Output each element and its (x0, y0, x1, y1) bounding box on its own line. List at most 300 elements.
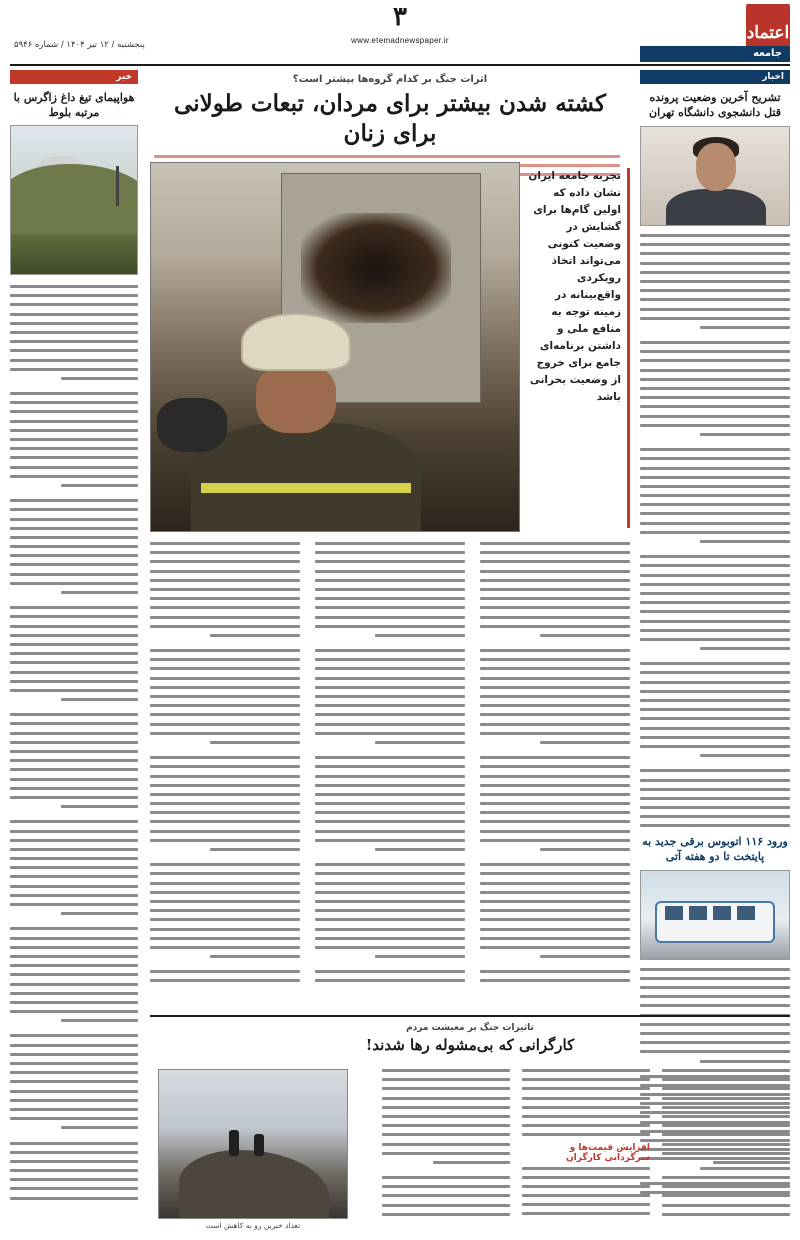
text-line (10, 625, 138, 628)
text-line (640, 779, 790, 782)
text-line (210, 848, 300, 851)
text-line (480, 542, 630, 545)
text-line (10, 992, 138, 995)
text-line (10, 1062, 138, 1065)
right-news-body (640, 234, 790, 827)
text-line (10, 392, 138, 395)
text-line (315, 979, 465, 982)
text-line (315, 820, 465, 823)
text-line (640, 262, 790, 265)
text-line (662, 1069, 790, 1072)
text-line (640, 555, 790, 558)
text-line (662, 1097, 790, 1100)
text-line (10, 438, 138, 441)
text-line (662, 1185, 790, 1188)
text-line (10, 1117, 138, 1120)
text-line (315, 802, 465, 805)
text-line (10, 1001, 138, 1004)
text-line (640, 620, 790, 623)
text-line (480, 579, 630, 582)
bottom-body-text (382, 1069, 510, 1216)
firefighter-coat (191, 423, 421, 532)
text-line (150, 686, 300, 689)
text-line (662, 1106, 790, 1109)
text-line (315, 882, 465, 885)
text-line (10, 643, 138, 646)
bus-window (713, 906, 731, 920)
column-tab-akhbar: اخبار (640, 70, 790, 84)
text-line (700, 433, 790, 436)
text-line (382, 1213, 510, 1216)
person-silhouette (254, 1134, 264, 1156)
text-line (480, 784, 630, 787)
text-line (10, 331, 138, 334)
text-line (210, 741, 300, 744)
right-news-headline: تشریح آخرین وضعیت پرونده قتل دانشجوی دانشگاه تهران (649, 91, 781, 119)
text-line (700, 326, 790, 329)
text-line (10, 1090, 138, 1093)
text-line (61, 1126, 138, 1129)
text-line (700, 754, 790, 757)
text-line (150, 713, 300, 716)
text-line (480, 839, 630, 842)
text-line (480, 560, 630, 563)
text-line (150, 830, 300, 833)
text-line (61, 591, 138, 594)
text-line (640, 280, 790, 283)
text-line (10, 545, 138, 548)
text-line (640, 638, 790, 641)
text-line (10, 1151, 138, 1154)
text-line (640, 317, 790, 320)
bus-window (665, 906, 683, 920)
text-line (480, 588, 630, 591)
text-line (480, 732, 630, 735)
text-line (10, 689, 138, 692)
issue-date-line: پنجشنبه / ۱۲ تیر ۱۴۰۴ / شماره ۵۹۴۶ (14, 40, 145, 50)
text-line (522, 1194, 650, 1197)
workers-photo (158, 1069, 348, 1219)
text-line (522, 1087, 650, 1090)
text-line (315, 830, 465, 833)
text-line (315, 713, 465, 716)
text-line (210, 634, 300, 637)
text-line (662, 1213, 790, 1216)
text-line (150, 649, 300, 652)
text-line (640, 531, 790, 534)
text-line (10, 759, 138, 762)
text-line (150, 551, 300, 554)
text-line (640, 610, 790, 613)
text-line (640, 378, 790, 381)
text-line (640, 995, 790, 998)
text-line (480, 863, 630, 866)
text-line (522, 1212, 650, 1215)
text-line (10, 946, 138, 949)
text-line (480, 570, 630, 573)
text-line (640, 769, 790, 772)
text-line (10, 857, 138, 860)
text-line (10, 1187, 138, 1190)
firefighter-face (256, 363, 336, 433)
text-line (315, 937, 465, 940)
text-line (640, 252, 790, 255)
main-headline: کشته شدن بیشتر برای مردان، تبعات طولانی برای زنان (174, 90, 606, 147)
text-line (10, 447, 138, 450)
text-line (522, 1124, 650, 1127)
text-line (315, 872, 465, 875)
text-line (10, 741, 138, 744)
text-line (150, 928, 300, 931)
text-line (315, 658, 465, 661)
text-line (150, 900, 300, 903)
text-line (10, 1034, 138, 1037)
text-line (315, 891, 465, 894)
main-body-col-3 (150, 542, 300, 989)
text-line (522, 1078, 650, 1081)
masthead (0, 0, 800, 68)
text-line (315, 606, 465, 609)
text-line (10, 349, 138, 352)
text-line (150, 784, 300, 787)
text-line (640, 788, 790, 791)
page-number: ۳ (393, 2, 407, 32)
text-line (433, 1161, 510, 1164)
text-line (480, 775, 630, 778)
text-line (150, 891, 300, 894)
text-line (480, 979, 630, 982)
text-line (150, 872, 300, 875)
text-line (640, 708, 790, 711)
text-line (640, 396, 790, 399)
text-line (713, 1161, 790, 1164)
text-line (640, 243, 790, 246)
text-line (10, 615, 138, 618)
text-line (10, 661, 138, 664)
bottom-body-text (522, 1069, 650, 1136)
text-line (10, 903, 138, 906)
bottom-headline: کارگرانی که بی‌مشوله رها شدند! (365, 1036, 575, 1054)
text-line (640, 601, 790, 604)
text-line (61, 1019, 138, 1022)
portrait-shoulders (666, 189, 766, 226)
paragraph-gap (10, 1136, 138, 1142)
text-line (480, 756, 630, 759)
text-line (315, 667, 465, 670)
text-line (640, 824, 790, 827)
text-line (640, 405, 790, 408)
text-line (640, 424, 790, 427)
newspaper-logo: اعتماد (746, 4, 790, 62)
text-line (10, 420, 138, 423)
text-line (480, 909, 630, 912)
text-line (10, 713, 138, 716)
text-line (640, 522, 790, 525)
reflective-stripe (201, 483, 411, 493)
text-line (640, 476, 790, 479)
text-line (480, 918, 630, 921)
text-line (640, 457, 790, 460)
text-line (150, 704, 300, 707)
text-line (662, 1078, 790, 1081)
text-line (10, 563, 138, 566)
text-line (640, 629, 790, 632)
text-line (640, 512, 790, 515)
text-line (10, 652, 138, 655)
text-line (150, 802, 300, 805)
text-line (210, 955, 300, 958)
tower-shape (116, 166, 119, 206)
text-line (382, 1133, 510, 1136)
text-line (382, 1204, 510, 1207)
text-line (150, 882, 300, 885)
text-line (662, 1152, 790, 1155)
text-line (640, 717, 790, 720)
portrait-head (696, 143, 736, 191)
text-line (10, 536, 138, 539)
text-line (315, 775, 465, 778)
text-line (480, 686, 630, 689)
text-line (10, 606, 138, 609)
text-line (10, 1160, 138, 1163)
text-line (10, 894, 138, 897)
text-line (640, 467, 790, 470)
text-line (640, 415, 790, 418)
text-line (61, 805, 138, 808)
text-line (10, 1197, 138, 1200)
text-line (480, 616, 630, 619)
text-line (150, 765, 300, 768)
text-line (10, 1010, 138, 1013)
text-line (150, 677, 300, 680)
text-line (150, 667, 300, 670)
text-line (10, 401, 138, 404)
text-line (522, 1176, 650, 1179)
text-line (10, 499, 138, 502)
text-line (10, 466, 138, 469)
text-line (480, 704, 630, 707)
text-line (10, 750, 138, 753)
text-line (640, 234, 790, 237)
text-line (315, 863, 465, 866)
left-news-headline: هواپیمای تیغ داغ زاگرس با مرتبه بلوط (13, 91, 135, 119)
text-line (315, 765, 465, 768)
text-line (640, 690, 790, 693)
text-line (480, 625, 630, 628)
section-label: جامعه (640, 46, 790, 62)
main-body-columns (150, 542, 630, 1002)
main-kicker: اثرات جنگ بر کدام گروه‌ها بیشتر است؟ (292, 74, 488, 85)
text-line (480, 658, 630, 661)
text-line (540, 634, 630, 637)
text-line (61, 698, 138, 701)
masthead-rule (10, 64, 790, 66)
text-line (382, 1078, 510, 1081)
text-line (150, 863, 300, 866)
text-line (10, 429, 138, 432)
text-line (640, 341, 790, 344)
text-line (10, 671, 138, 674)
text-line (10, 340, 138, 343)
text-line (640, 592, 790, 595)
text-line (375, 955, 465, 958)
rock-shape (179, 1150, 329, 1219)
text-line (10, 875, 138, 878)
text-line (10, 573, 138, 576)
firefighter-glove (157, 398, 227, 452)
text-line (480, 937, 630, 940)
text-line (315, 542, 465, 545)
text-line (10, 368, 138, 371)
bottom-body-col-2 (522, 1069, 650, 1222)
text-line (150, 560, 300, 563)
bottom-body-col-3 (382, 1069, 510, 1222)
text-line (540, 741, 630, 744)
text-line (540, 848, 630, 851)
right-news-column (640, 70, 790, 1130)
text-line (10, 508, 138, 511)
burn-damage-shape (301, 213, 451, 323)
text-line (480, 872, 630, 875)
text-line (315, 570, 465, 573)
text-line (315, 839, 465, 842)
pullquote (528, 168, 630, 528)
text-line (150, 909, 300, 912)
text-line (480, 946, 630, 949)
text-line (150, 937, 300, 940)
text-line (640, 671, 790, 674)
text-line (150, 658, 300, 661)
text-line (150, 918, 300, 921)
text-line (315, 918, 465, 921)
text-line (540, 955, 630, 958)
text-line (522, 1069, 650, 1072)
text-line (640, 699, 790, 702)
text-line (150, 616, 300, 619)
text-line (10, 768, 138, 771)
text-line (522, 1185, 650, 1188)
text-line (640, 745, 790, 748)
text-line (480, 551, 630, 554)
text-line (382, 1143, 510, 1146)
text-line (10, 359, 138, 362)
text-line (10, 866, 138, 869)
text-line (640, 681, 790, 684)
text-line (640, 448, 790, 451)
text-line (150, 946, 300, 949)
text-line (10, 322, 138, 325)
text-line (375, 741, 465, 744)
text-line (382, 1106, 510, 1109)
website-url[interactable]: www.etemadnewspaper.ir (351, 36, 449, 45)
text-line (662, 1087, 790, 1090)
text-line (480, 802, 630, 805)
text-line (10, 973, 138, 976)
student-portrait-photo (640, 126, 790, 226)
text-line (640, 308, 790, 311)
bus-window (737, 906, 755, 920)
text-line (61, 377, 138, 380)
text-line (10, 848, 138, 851)
bottom-kicker: تاثیرات جنگ بر معیشت مردم (406, 1023, 534, 1033)
text-line (10, 1053, 138, 1056)
text-line (480, 677, 630, 680)
text-line (522, 1167, 650, 1170)
text-line (315, 946, 465, 949)
firefighter-photo (150, 162, 520, 532)
text-line (480, 811, 630, 814)
text-line (700, 540, 790, 543)
text-line (315, 970, 465, 973)
text-line (10, 927, 138, 930)
text-line (522, 1097, 650, 1100)
text-line (61, 912, 138, 915)
text-line (10, 554, 138, 557)
pullquote-text: تجربه جامعه ایران نشان داده که اولین گام‌ها برای گشایش در وضعیت کنونی می‌تواند اتخاذ رویکردی واقع‌بینانه در زمینه توجه به منافع ملی و داشتن برنامه‌ای جامع برای خروج از وضعیت بحرانی باشد (528, 170, 621, 403)
text-line (480, 765, 630, 768)
text-line (480, 723, 630, 726)
text-line (382, 1097, 510, 1100)
text-line (315, 597, 465, 600)
text-line (640, 298, 790, 301)
firefighter-helmet (241, 313, 351, 371)
text-line (640, 736, 790, 739)
text-line (640, 583, 790, 586)
text-line (480, 597, 630, 600)
text-line (150, 606, 300, 609)
text-line (10, 582, 138, 585)
text-line (640, 968, 790, 971)
text-line (640, 387, 790, 390)
text-line (640, 806, 790, 809)
text-line (150, 839, 300, 842)
bottom-subhead: افزایش قیمت‌ها و سرگردانی کارگران (566, 1142, 650, 1163)
text-line (150, 756, 300, 759)
text-line (640, 503, 790, 506)
text-line (522, 1106, 650, 1109)
text-line (315, 704, 465, 707)
text-line (10, 475, 138, 478)
text-line (315, 625, 465, 628)
text-line (522, 1203, 650, 1206)
text-line (522, 1115, 650, 1118)
text-line (315, 551, 465, 554)
text-line (480, 713, 630, 716)
text-line (480, 820, 630, 823)
text-line (10, 1108, 138, 1111)
text-line (382, 1124, 510, 1127)
text-line (10, 722, 138, 725)
text-line (640, 662, 790, 665)
text-line (10, 787, 138, 790)
text-line (640, 574, 790, 577)
main-body-col-2 (315, 542, 465, 989)
text-line (315, 686, 465, 689)
text-line (662, 1124, 790, 1127)
text-line (640, 289, 790, 292)
text-line (640, 1004, 790, 1007)
text-line (10, 839, 138, 842)
bottom-body-text (662, 1069, 790, 1216)
text-line (382, 1152, 510, 1155)
text-line (10, 527, 138, 530)
text-line (150, 542, 300, 545)
text-line (662, 1133, 790, 1136)
text-line (150, 811, 300, 814)
text-line (10, 285, 138, 288)
text-line (61, 484, 138, 487)
text-line (150, 570, 300, 573)
